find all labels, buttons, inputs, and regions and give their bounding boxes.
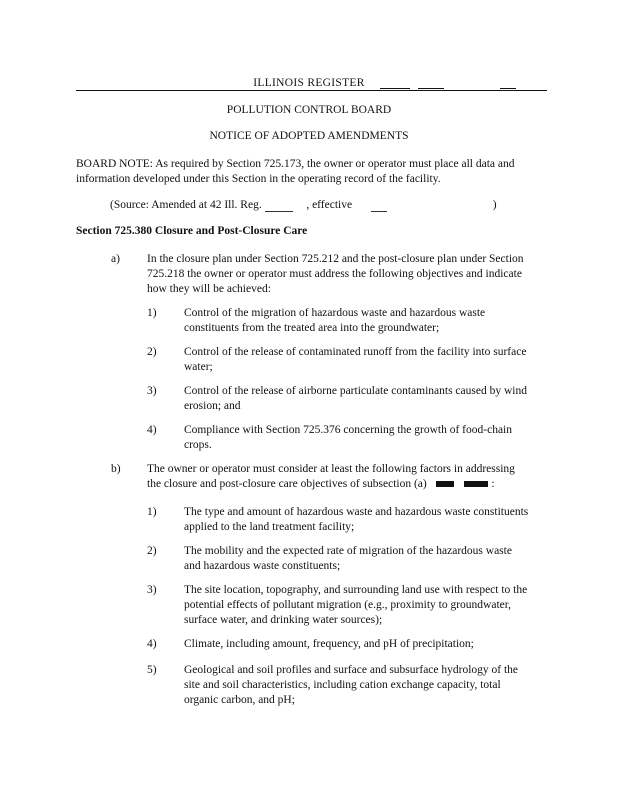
subsection-b-label: b) [111,463,121,475]
b-item-4-num: 4) [147,638,157,650]
a-item-2-line-2: water; [184,361,213,373]
effective-date-blank [371,211,387,212]
subsection-b-line-2 [147,477,495,491]
a-item-1-line-1: Control of the migration of hazardous waste and hazardous waste [184,307,486,319]
b-item-1-line-1: The type and amount of hazardous waste and hazardous waste constituents [184,506,529,518]
a-item-1-line-2: constituents from the treated area into the groundwater; [184,322,440,334]
b-item-4-line-1: Climate, including amount, frequency, and pH of precipitation; [184,638,474,650]
register-blank-3 [500,88,516,89]
source-close: ) [492,199,497,211]
b-item-2-num: 2) [147,545,157,557]
source-prefix: (Source: Amended at 42 Ill. Reg. [110,199,262,211]
b-item-3-line-2: potential effects of pollutant migration (e.g., proximity to groundwater, [184,599,511,611]
register-title: ILLINOIS REGISTER [253,77,365,89]
board-note-line-2: information developed under this Section in the operating record of the facility. [76,173,441,185]
a-item-4-line-1: Compliance with Section 725.376 concerning the growth of food-chain [184,424,512,436]
redaction-mark-1 [436,481,454,487]
subsection-b-line-1: The owner or operator must consider at least the following factors in addressing [147,463,515,475]
subsection-a-line-1: In the closure plan under Section 725.212 and the post-closure plan under Section [147,253,524,265]
a-item-3-line-2: erosion; and [184,400,241,412]
b-item-3-line-3: surface water, and drinking water sources); [184,614,383,626]
b-item-5-line-1: Geological and soil profiles and surface and subsurface hydrology of the [184,664,519,676]
subsection-a-line-2: 725.218 the owner or operator must address the following objectives and indicate [147,268,522,280]
register-blank-2 [418,88,444,89]
b-item-5-num: 5) [147,664,157,676]
a-item-3-num: 3) [147,385,157,397]
a-item-2-line-1: Control of the release of contaminated runoff from the facility into surface [184,346,527,358]
board-name: POLLUTION CONTROL BOARD [226,104,392,116]
register-blank-1 [380,88,410,89]
register-page-blank [265,211,293,212]
b-item-5-line-2: site and soil characteristics, including cation exchange capacity, total [184,679,501,691]
subsection-a-line-3: how they will be achieved: [147,283,271,295]
subsection-b-line-2-text: the closure and post-closure care objectives of subsection (a) [147,478,427,490]
notice-title: NOTICE OF ADOPTED AMENDMENTS [209,130,409,142]
a-item-4-line-2: crops. [184,439,212,451]
a-item-1-num: 1) [147,307,157,319]
b-item-2-line-2: and hazardous waste constituents; [184,560,341,572]
source-effective: , effective [306,199,353,211]
header-rule [76,90,547,91]
a-item-4-num: 4) [147,424,157,436]
b-item-3-num: 3) [147,584,157,596]
b-item-5-line-3: organic carbon, and pH; [184,694,295,706]
a-item-2-num: 2) [147,346,157,358]
b-item-1-line-2: applied to the land treatment facility; [184,521,355,533]
subsection-b-line-2-end: : [491,478,495,490]
board-note-line-1: BOARD NOTE: As required by Section 725.173, the owner or operator must place all data and [76,158,515,170]
section-heading: Section 725.380 Closure and Post-Closure Care [76,225,308,237]
redaction-mark-2 [464,481,488,487]
b-item-3-line-1: The site location, topography, and surrounding land use with respect to the [184,584,528,596]
source-line [110,198,497,212]
b-item-1-num: 1) [147,506,157,518]
b-item-2-line-1: The mobility and the expected rate of migration of the hazardous waste [184,545,512,557]
subsection-a-label: a) [111,253,120,265]
a-item-3-line-1: Control of the release of airborne particulate contaminants caused by wind [184,385,527,397]
